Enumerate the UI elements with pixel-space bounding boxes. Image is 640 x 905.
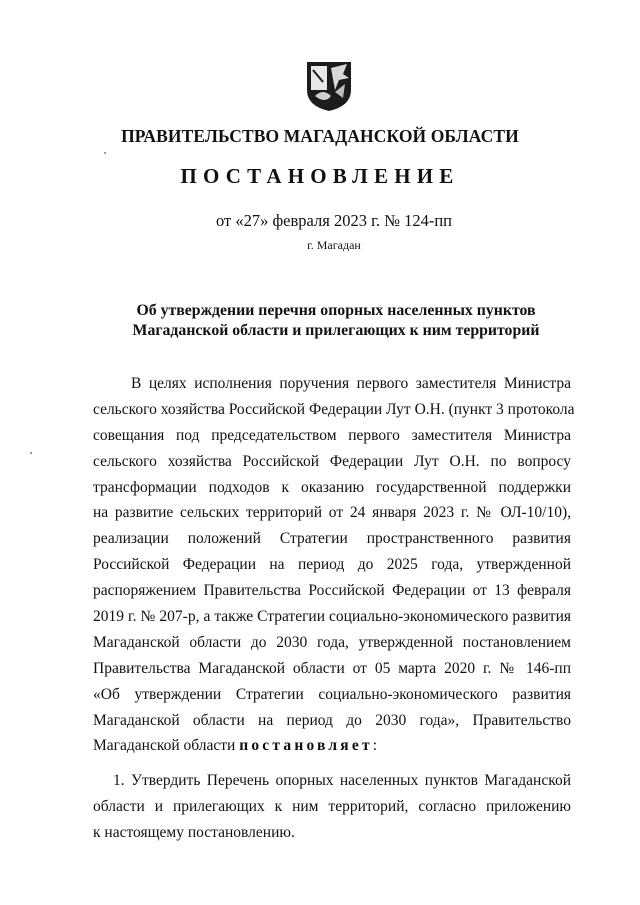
text-line: Магаданской области на период до 2030 года», Правительство (93, 711, 571, 729)
scan-speck (104, 152, 106, 154)
text-line: к настоящему постановлению. (93, 823, 295, 841)
text-line: сельского хозяйства Российской Федерации Лут О.Н. (пункт 3 протокола (93, 400, 575, 418)
government-name: ПРАВИТЕЛЬСТВО МАГАДАНСКОЙ ОБЛАСТИ (121, 126, 519, 146)
text-fragment: Магаданской области (93, 737, 236, 755)
text-line: реализации положений Стратегии пространственного развития (93, 530, 571, 548)
resolution-line (93, 733, 571, 759)
document-type: ПОСТАНОВЛЕНИЕ (180, 164, 460, 188)
text-line: трансформации подходов к оказанию государственной поддержки (93, 478, 571, 496)
clause-1 (93, 768, 571, 846)
city-name: г. Магадан (307, 238, 361, 252)
text-line: Магаданской области до 2030 года, утвержденной постановлением (93, 633, 571, 651)
text-line: В целях исполнения поручения первого заместителя Министра (131, 375, 571, 392)
text-line: Российской Федерации на период до 2025 года, утвержденной (93, 556, 571, 574)
text-line: «Об утверждении Стратегии социально-экономического развития (93, 685, 571, 703)
text-line: 1. Утвердить Перечень опорных населенных пунктов Магаданской (113, 772, 571, 789)
scan-speck (30, 452, 32, 454)
resolves-word: постановляет (239, 737, 373, 755)
colon: : (372, 737, 378, 755)
text-line: области и прилегающих к ним территорий, согласно приложению (93, 797, 571, 815)
text-line: 2019 г. № 207-р, а также Стратегии социально-экономического развития (93, 608, 571, 626)
text-line: Правительства Магаданской области от 05 марта 2020 г. № 146-пп (93, 659, 571, 677)
coat-of-arms-icon (305, 60, 353, 112)
text-line: на развитие сельских территорий от 24 января 2023 г. № ОЛ-10/10), (93, 504, 571, 522)
text-line: распоряжением Правительства Российской Федерации от 13 февраля (93, 582, 571, 600)
subject-line: Об утверждении перечня опорных населенных пунктов (136, 302, 536, 319)
preamble-paragraph (93, 371, 575, 759)
decree-date-number: от «27» февраля 2023 г. № 124-пп (215, 211, 453, 230)
text-line: сельского хозяйства Российской Федерации Лут О.Н. по вопросу (93, 452, 571, 470)
decree-subject (0, 301, 640, 341)
subject-line: Магаданской области и прилегающих к ним территорий (132, 322, 540, 339)
text-line: совещания под председательством первого заместителя Министра (93, 426, 571, 444)
